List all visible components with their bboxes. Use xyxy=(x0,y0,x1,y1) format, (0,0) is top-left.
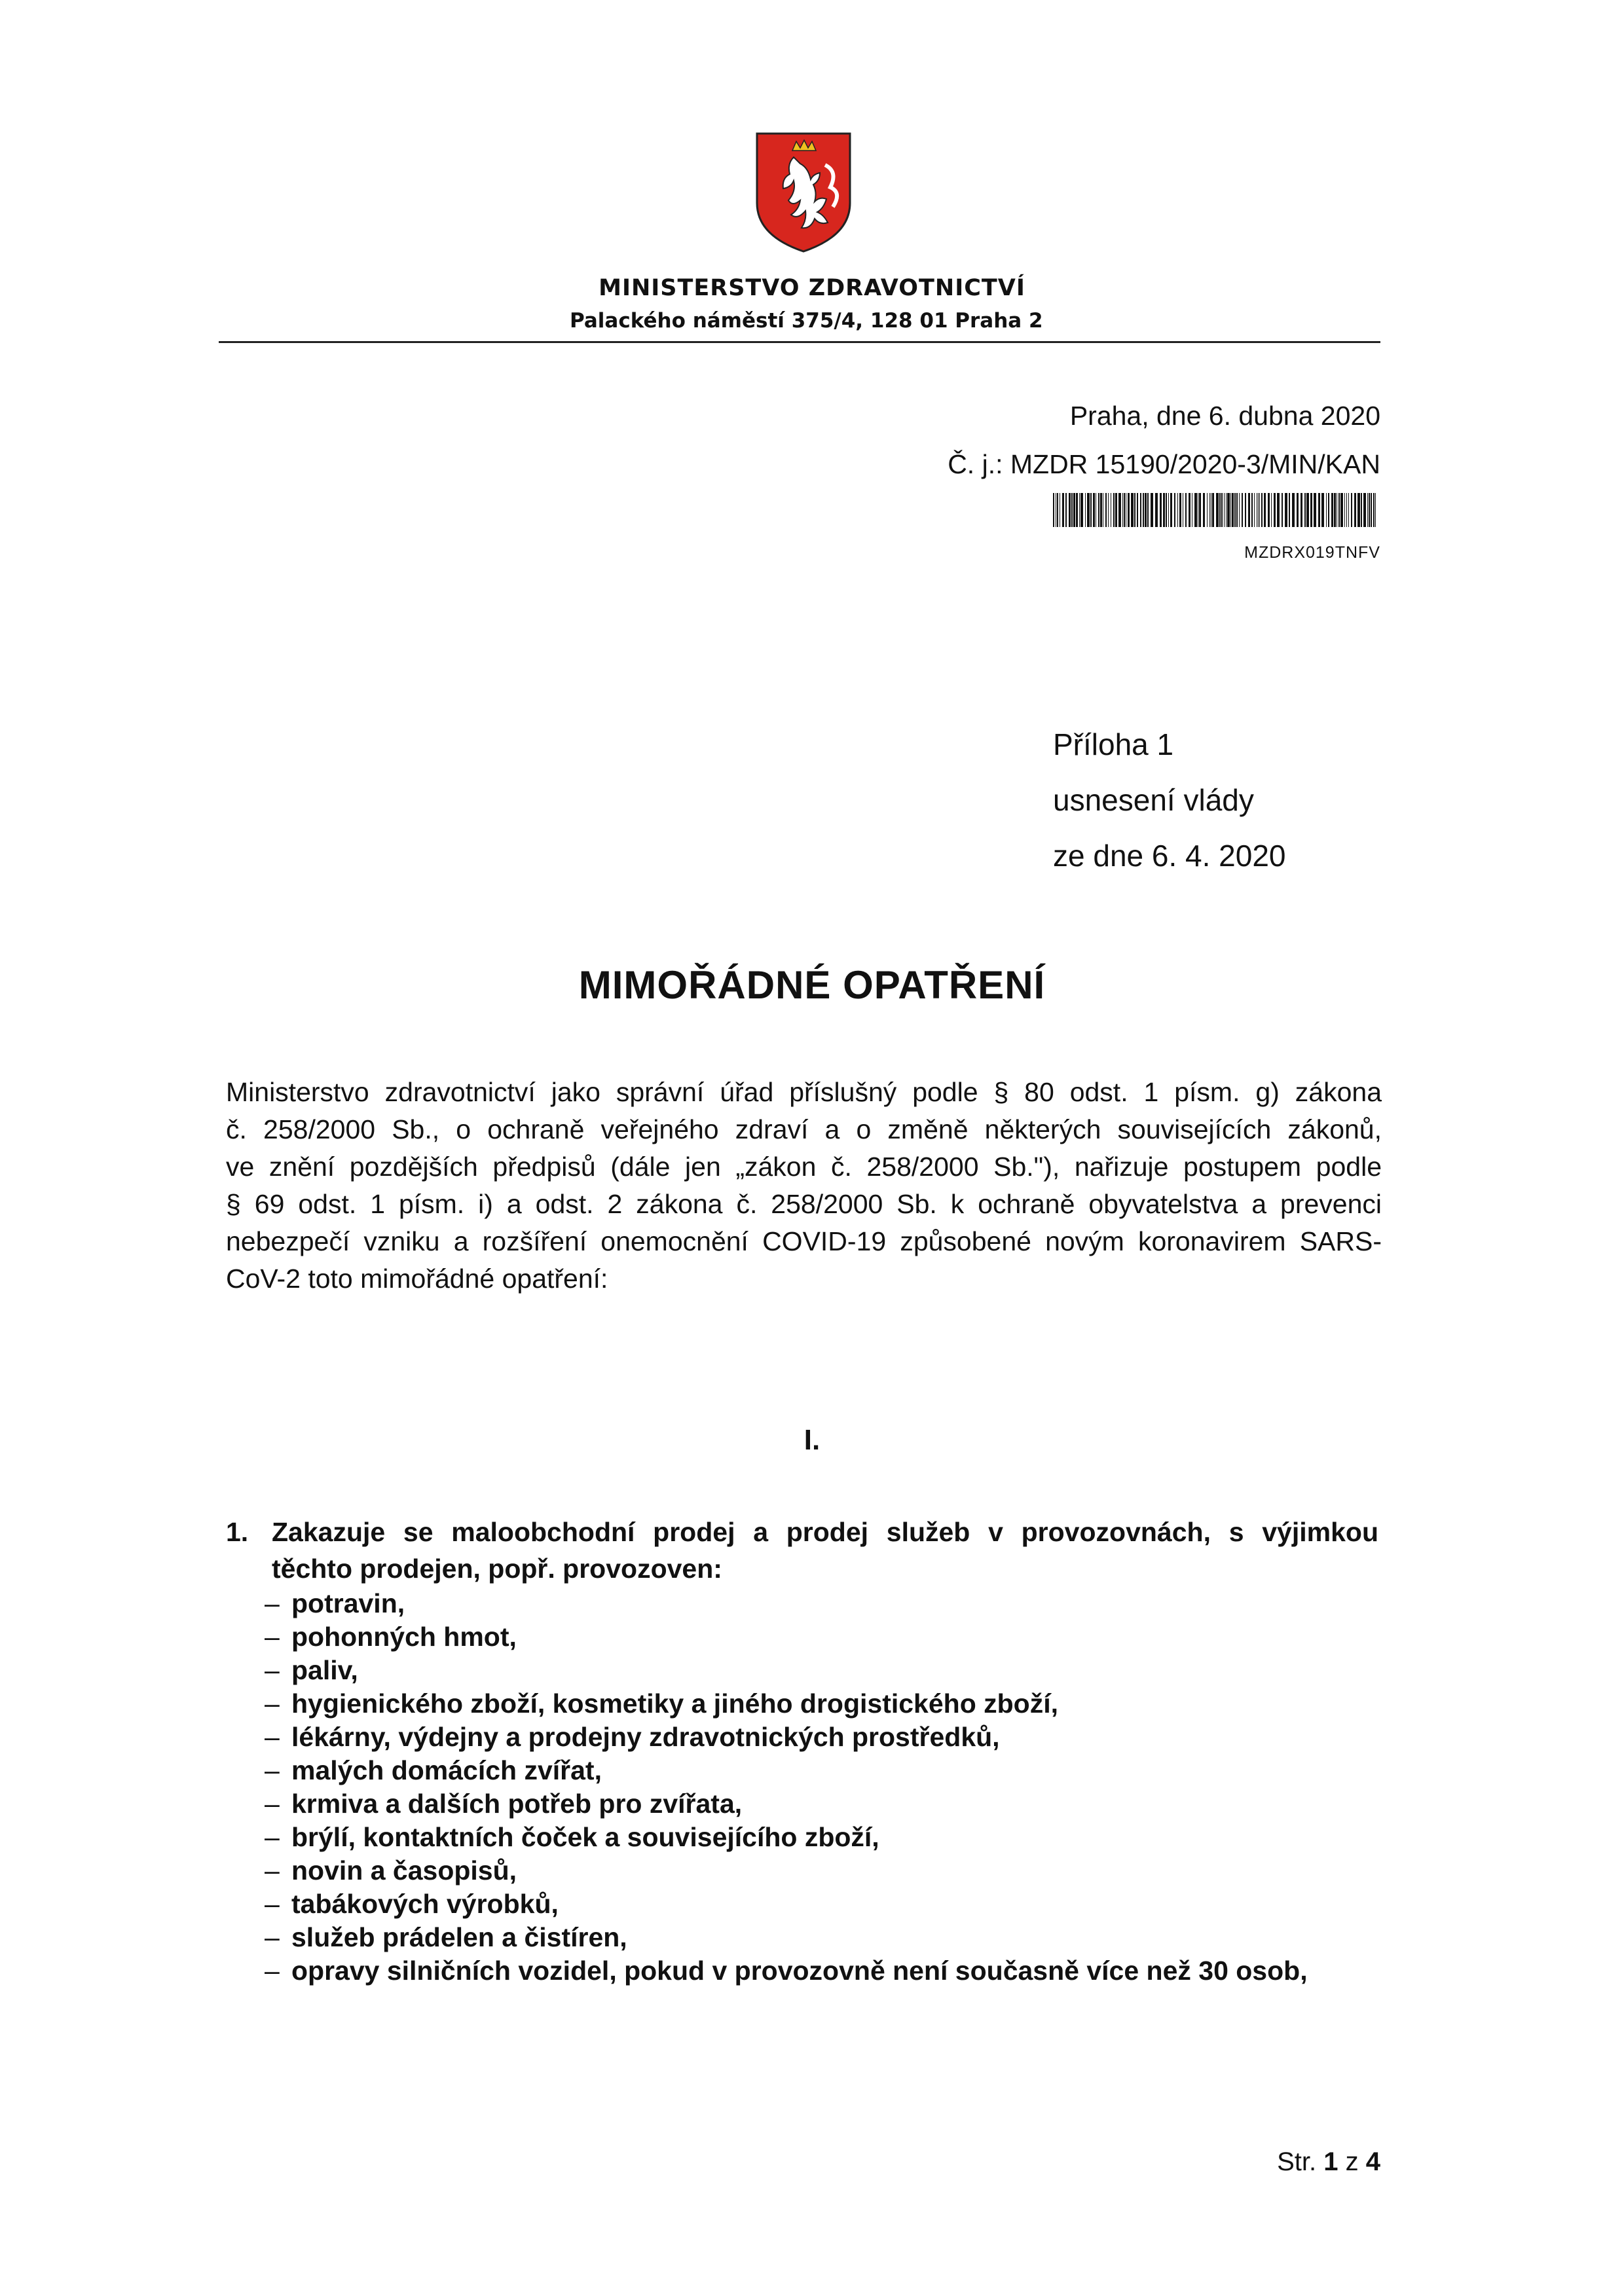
dash-bullet: – xyxy=(265,1588,280,1618)
barcode-bar xyxy=(1297,493,1299,527)
barcode-bar xyxy=(1177,493,1178,527)
barcode-bar xyxy=(1179,493,1181,527)
barcode-bar xyxy=(1285,493,1287,527)
barcode-bar xyxy=(1145,493,1147,527)
barcode-bar xyxy=(1108,493,1109,527)
page-prefix: Str. xyxy=(1277,2147,1317,2176)
place-date: Praha, dne 6. dubna 2020 xyxy=(1069,401,1380,431)
annex-resolution: usnesení vlády xyxy=(1053,783,1254,817)
barcode-bar xyxy=(1282,493,1283,527)
point-number: 1. xyxy=(226,1517,249,1547)
intro-line: § 69 odst. 1 písm. i) a odst. 2 zákona č. 258/2000 Sb. k ochraně obyvatelstva a prevenci xyxy=(226,1189,1382,1219)
barcode-bar xyxy=(1128,493,1130,527)
barcode-bar xyxy=(1163,493,1165,527)
barcode-bar xyxy=(1137,493,1138,527)
list-item xyxy=(226,1787,1378,1821)
barcode-bar xyxy=(1105,493,1107,527)
barcode-bar xyxy=(1314,493,1316,527)
dash-bullet: – xyxy=(265,1688,280,1719)
page-total: 4 xyxy=(1365,2147,1380,2176)
barcode-bar xyxy=(1344,493,1345,527)
barcode-bar xyxy=(1373,493,1375,527)
barcode-bar xyxy=(1232,493,1234,527)
barcode-bar xyxy=(1085,493,1086,527)
list-item-text: tabákových výrobků, xyxy=(291,1889,559,1919)
barcode-bar xyxy=(1124,493,1125,527)
list-item-text: hygienického zboží, kosmetiky a jiného drogistického zboží, xyxy=(291,1688,1059,1719)
barcode-bar xyxy=(1221,493,1223,527)
point-text: Zakazuje se maloobchodní prodej a prodej služeb v provozovnách, s výjimkou xyxy=(272,1517,1378,1547)
barcode-bar xyxy=(1160,493,1162,527)
dash-bullet: – xyxy=(265,1855,280,1886)
barcode-bar xyxy=(1334,493,1336,527)
barcode-bar xyxy=(1189,493,1190,527)
barcode xyxy=(1053,493,1380,527)
barcode-bar xyxy=(1098,493,1099,527)
list-item-text: opravy silničních vozidel, pokud v provozovně není současně více než 30 osob, xyxy=(291,1956,1308,1986)
dash-bullet: – xyxy=(265,1789,280,1819)
intro-paragraph xyxy=(226,1074,1382,1298)
barcode-bar xyxy=(1168,493,1169,527)
barcode-bar xyxy=(1271,493,1272,527)
barcode-bar xyxy=(1090,493,1092,527)
barcode-bar xyxy=(1113,493,1115,527)
barcode-bar xyxy=(1348,493,1349,527)
barcode-bar xyxy=(1310,493,1312,527)
barcode-bar xyxy=(1367,493,1368,527)
barcode-bar xyxy=(1363,493,1366,527)
barcode-bar xyxy=(1234,493,1236,527)
point-text-continued: těchto prodejen, popř. provozoven: xyxy=(272,1554,722,1584)
czech-coat-of-arms-icon xyxy=(754,131,853,254)
barcode-bar xyxy=(1239,493,1240,527)
barcode-bar xyxy=(1194,493,1197,527)
dash-bullet: – xyxy=(265,1822,280,1852)
barcode-bar xyxy=(1209,493,1210,527)
barcode-bar xyxy=(1375,493,1376,527)
barcode-bar xyxy=(1199,493,1201,527)
list-item xyxy=(226,1821,1378,1854)
intro-line: CoV-2 toto mimořádné opatření: xyxy=(226,1264,608,1294)
barcode-bar xyxy=(1151,493,1153,527)
list-item xyxy=(226,1754,1378,1787)
barcode-bar xyxy=(1143,493,1144,527)
dash-bullet: – xyxy=(265,1956,280,1986)
point-1 xyxy=(226,1514,1378,1988)
document-title: MIMOŘÁDNÉ OPATŘENÍ xyxy=(578,963,1046,1007)
barcode-bar xyxy=(1226,493,1227,527)
dash-bullet: – xyxy=(265,1889,280,1919)
barcode-bar xyxy=(1100,493,1102,527)
barcode-bar xyxy=(1301,493,1302,527)
barcode-bar xyxy=(1245,493,1246,527)
barcode-bar xyxy=(1261,493,1263,527)
header-divider xyxy=(219,341,1380,343)
barcode-bar xyxy=(1242,493,1243,527)
barcode-bar xyxy=(1289,493,1290,527)
list-item-text: paliv, xyxy=(291,1655,358,1685)
list-item xyxy=(226,1921,1378,1954)
barcode-bar xyxy=(1166,493,1167,527)
intro-line: ve znění pozdějších předpisů (dále jen „zákon č. 258/2000 Sb."), nařizuje postupem podle xyxy=(226,1152,1382,1182)
dash-bullet: – xyxy=(265,1922,280,1952)
list-item-text: novin a časopisů, xyxy=(291,1855,517,1886)
barcode-bar xyxy=(1292,493,1295,527)
barcode-bar xyxy=(1331,493,1333,527)
barcode-bar xyxy=(1212,493,1214,527)
list-item-text: potravin, xyxy=(291,1588,405,1618)
intro-line: nebezpečí vzniku a rozšíření onemocnění COVID-19 způsobené novým koronavirem SARS- xyxy=(226,1226,1382,1256)
barcode-bar xyxy=(1219,493,1221,527)
list-item xyxy=(226,1887,1378,1921)
list-item-text: pohonných hmot, xyxy=(291,1622,517,1652)
barcode-bar xyxy=(1076,493,1078,527)
barcode-bar xyxy=(1230,493,1231,527)
barcode-bar xyxy=(1073,493,1075,527)
barcode-bar xyxy=(1118,493,1121,527)
annex-label: Příloha 1 xyxy=(1053,727,1174,761)
barcode-bar xyxy=(1268,493,1270,527)
dash-bullet: – xyxy=(265,1722,280,1752)
barcode-bar xyxy=(1259,493,1260,527)
barcode-bar xyxy=(1306,493,1309,527)
barcode-bar xyxy=(1321,493,1324,527)
list-item-text: lékárny, výdejny a prodejny zdravotnických prostředků, xyxy=(291,1722,1000,1752)
list-item-text: služeb prádelen a čistíren, xyxy=(291,1922,627,1952)
barcode-bar xyxy=(1361,493,1362,527)
barcode-bar xyxy=(1224,493,1225,527)
barcode-bar xyxy=(1062,493,1064,527)
ministry-address: Palackého náměstí 375/4, 128 01 Praha 2 xyxy=(570,309,1043,333)
exception-list xyxy=(226,1587,1378,1988)
barcode-bar xyxy=(1258,493,1259,527)
barcode-bar xyxy=(1251,493,1253,527)
barcode-bar xyxy=(1185,493,1187,527)
barcode-bar xyxy=(1274,493,1276,527)
intro-line: č. 258/2000 Sb., o ochraně veřejného zdraví a o změně některých souvisejících zákonů, xyxy=(226,1114,1382,1144)
barcode-bar xyxy=(1071,493,1073,527)
dash-bullet: – xyxy=(265,1622,280,1652)
page-current: 1 xyxy=(1323,2147,1338,2176)
barcode-bar xyxy=(1057,493,1058,527)
barcode-bar xyxy=(1318,493,1320,527)
barcode-bar xyxy=(1115,493,1117,527)
barcode-bar xyxy=(1134,493,1135,527)
dash-bullet: – xyxy=(265,1755,280,1785)
list-item-text: krmiva a dalších potřeb pro zvířata, xyxy=(291,1789,743,1819)
barcode-bar xyxy=(1065,493,1067,527)
barcode-bar xyxy=(1155,493,1158,527)
list-item xyxy=(226,1620,1378,1654)
barcode-bar xyxy=(1131,493,1134,527)
section-numeral: I. xyxy=(803,1424,821,1456)
barcode-bar xyxy=(1203,493,1205,527)
barcode-bar xyxy=(1304,493,1306,527)
barcode-bar xyxy=(1087,493,1090,527)
barcode-bar xyxy=(1369,493,1370,527)
reference-number: Č. j.: MZDR 15190/2020-3/MIN/KAN xyxy=(948,449,1380,479)
barcode-bar xyxy=(1351,493,1352,527)
barcode-bar xyxy=(1227,493,1230,527)
barcode-bar xyxy=(1354,493,1356,527)
barcode-bar xyxy=(1236,493,1238,527)
barcode-bar xyxy=(1216,493,1219,527)
list-item xyxy=(226,1587,1378,1620)
list-item xyxy=(226,1654,1378,1687)
list-item xyxy=(226,1687,1378,1721)
intro-line: Ministerstvo zdravotnictví jako správní úřad příslušný podle § 80 odst. 1 písm. g) zákona xyxy=(226,1077,1382,1107)
page-number xyxy=(1277,2147,1380,2177)
barcode-bar xyxy=(1277,493,1280,527)
barcode-bar xyxy=(1122,493,1123,527)
barcode-bar xyxy=(1326,493,1327,527)
dash-bullet: – xyxy=(265,1655,280,1685)
page-separator: z xyxy=(1345,2147,1359,2176)
ministry-name: MINISTERSTVO ZDRAVOTNICTVÍ xyxy=(599,275,1025,301)
list-item xyxy=(226,1854,1378,1887)
barcode-bar xyxy=(1357,493,1360,527)
list-item xyxy=(226,1721,1378,1754)
barcode-bar xyxy=(1080,493,1083,527)
barcode-bar xyxy=(1254,493,1255,527)
barcode-bar xyxy=(1147,493,1149,527)
annex-date: ze dne 6. 4. 2020 xyxy=(1053,839,1286,873)
barcode-bar xyxy=(1338,493,1340,527)
barcode-bar xyxy=(1093,493,1095,527)
barcode-bar xyxy=(1174,493,1175,527)
barcode-bar xyxy=(1264,493,1266,527)
barcode-bar xyxy=(1340,493,1343,527)
barcode-bar xyxy=(1328,493,1329,527)
barcode-bar xyxy=(1079,493,1080,527)
list-item xyxy=(226,1954,1378,1988)
list-item-text: brýlí, kontaktních čoček a souvisejícího zboží, xyxy=(291,1822,879,1852)
barcode-bar xyxy=(1207,493,1208,527)
barcode-bar xyxy=(1371,493,1372,527)
barcode-bar xyxy=(1140,493,1141,527)
list-item-text: malých domácích zvířat, xyxy=(291,1755,602,1785)
barcode-bar xyxy=(1170,493,1172,527)
barcode-bar xyxy=(1248,493,1250,527)
barcode-bar xyxy=(1053,493,1054,527)
barcode-bar xyxy=(1346,493,1347,527)
barcode-code: MZDRX019TNFV xyxy=(1244,543,1380,562)
barcode-bar xyxy=(1069,493,1071,527)
